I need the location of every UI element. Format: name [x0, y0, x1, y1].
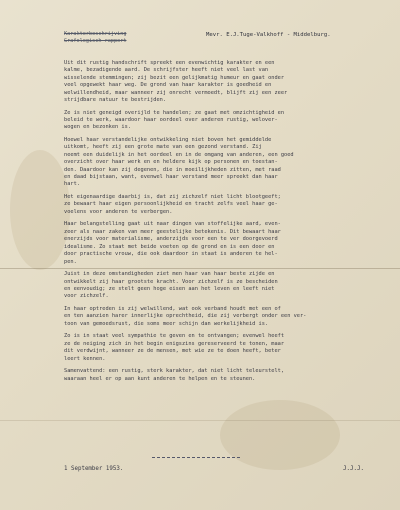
text-line: door practische vrouw, die ook daardoor in staat is anderen te hel- — [64, 251, 278, 258]
paragraph — [64, 221, 382, 265]
text-line: welwillendheid, maar wanneer zij onrecht vermoedt, blijft zij een zeer — [64, 89, 288, 96]
paragraph — [64, 271, 382, 301]
text-line: In haar optreden is zij welwillend, wat ook verband houdt met een of — [64, 305, 281, 312]
text-line: den. Daardoor kan zij degenen, die in moeilijkheden zitten, met raad — [64, 166, 281, 173]
text-line: dit verdwijnt, wanneer ze de mensen, met wie ze te doen heeft, beter — [64, 348, 281, 355]
text-line: en eenvoudig; ze stelt geen hoge eisen aan het leven en leeft niet — [64, 285, 275, 292]
paragraph — [64, 333, 382, 363]
paper-stain — [220, 400, 340, 470]
paper-fold — [0, 420, 400, 421]
letter-body — [64, 60, 382, 388]
header-label — [64, 31, 126, 45]
text-line: pen. — [64, 258, 77, 265]
text-line: Juist in deze omstandigheden ziet men haar van haar beste zijde en — [64, 271, 275, 278]
text-line: overzicht over haar werk en en heldere kijk op personen en toestan- — [64, 159, 278, 166]
text-line: Ze is niet geneigd overijld te handelen; ze gaat met omzichtigheid en — [64, 109, 285, 116]
text-line: Uit dit rustig handschrift spreekt een evenwichtig karakter en een — [64, 60, 275, 66]
text-line: zeer als naar zaken van meer geestelijke betekenis. Dit bewaart haar — [64, 228, 281, 235]
text-line: hart. — [64, 181, 80, 188]
text-line: Samenvattend: een rustig, sterk karakter, dat niet licht teleurstelt, — [64, 368, 285, 375]
text-line: idealisme. Zo staat met beide voeten op de grond en is een door en — [64, 243, 275, 250]
text-line: wisselende stemmingen; zij bezit een gelijkmatig humeur en gaat onder — [64, 74, 285, 81]
paper-stain — [10, 150, 70, 270]
text-line: Het eigenaardige daarbij is, dat zij zichzelf niet licht blootgeeft; — [64, 194, 281, 201]
paragraph — [64, 368, 382, 383]
text-line: ze de neiging zich in het begin enigszins gereserveerd te tonen, maar — [64, 340, 285, 347]
text-line: strijdbare natuur te bestrijden. — [64, 97, 167, 104]
paragraph — [64, 306, 382, 328]
text-line: toon van gemoedsrust, die soms meer schijn dan werkelijkheid is. — [64, 320, 269, 327]
text-line: en daad bijstaan, want, evenwel haar verstand meer spreekt dan haar — [64, 174, 278, 181]
divider-line — [152, 457, 240, 458]
paragraph — [64, 60, 382, 104]
text-line: en ten aanzien harer innerlijke oprechtheid, die zij verbergt onder een ver- — [64, 313, 307, 320]
document-header — [64, 31, 384, 57]
document-footer — [64, 466, 364, 476]
paragraph — [64, 137, 382, 189]
letter-date: 1 September 1953. — [64, 466, 124, 472]
text-line: voor zichzelf. — [64, 293, 109, 300]
text-line: ontwikkelt zij haar grootste kracht. Voor zichzelf is ze bescheiden — [64, 278, 278, 285]
text-line: ze bewaart haar eigen persoonlijkheid en tracht zelfs veel haar ge- — [64, 201, 278, 208]
text-line: leert kennen. — [64, 355, 106, 362]
text-line: veel opgewekt haar weg. De grond van haar karakter is goedheid en — [64, 82, 272, 89]
paragraph — [64, 110, 382, 132]
text-line: waaraan heel er op aan kunt anderen te helpen en te steunen. — [64, 375, 256, 382]
text-line: wogen en bezonken is. — [64, 124, 131, 131]
signature-initials: J.J.J. — [343, 466, 364, 472]
text-line: uitkomt, heeft zij een grote mate van een gezond verstand. Zij — [64, 144, 262, 151]
text-line: Hoewel haar verstandelijke ontwikkeling niet boven het gemiddelde — [64, 137, 272, 144]
header-label-line: Karakterbeschrijving — [64, 31, 127, 37]
text-line: Haar belangstelling gaat uit naar dingen van stoffelijke aard, even- — [64, 221, 281, 228]
text-line: neemt een duidelijk in het oordeel en in de omgang van anderen, een goed — [64, 151, 294, 158]
text-line: Zo is in staat veel sympathie te geven en te ontvangen; evenwel heeft — [64, 333, 285, 340]
text-line: voelens voor anderen te verbergen. — [64, 208, 173, 215]
text-line: beleid te werk, waardoor haar oordeel over anderen rustig, welover- — [64, 117, 278, 124]
text-line: enerzijds voor materialisme, anderzijds voor een te ver doorgevoerd — [64, 236, 278, 243]
paragraph — [64, 194, 382, 216]
addressee: Mevr. E.J.Tuge-Valkhoff - Middelburg. — [206, 32, 331, 38]
header-label-line: Grafologisch rapport — [64, 38, 127, 44]
text-line: kalme, bezadigende aard. De schrijfster heeft niet veel last van — [64, 67, 269, 74]
